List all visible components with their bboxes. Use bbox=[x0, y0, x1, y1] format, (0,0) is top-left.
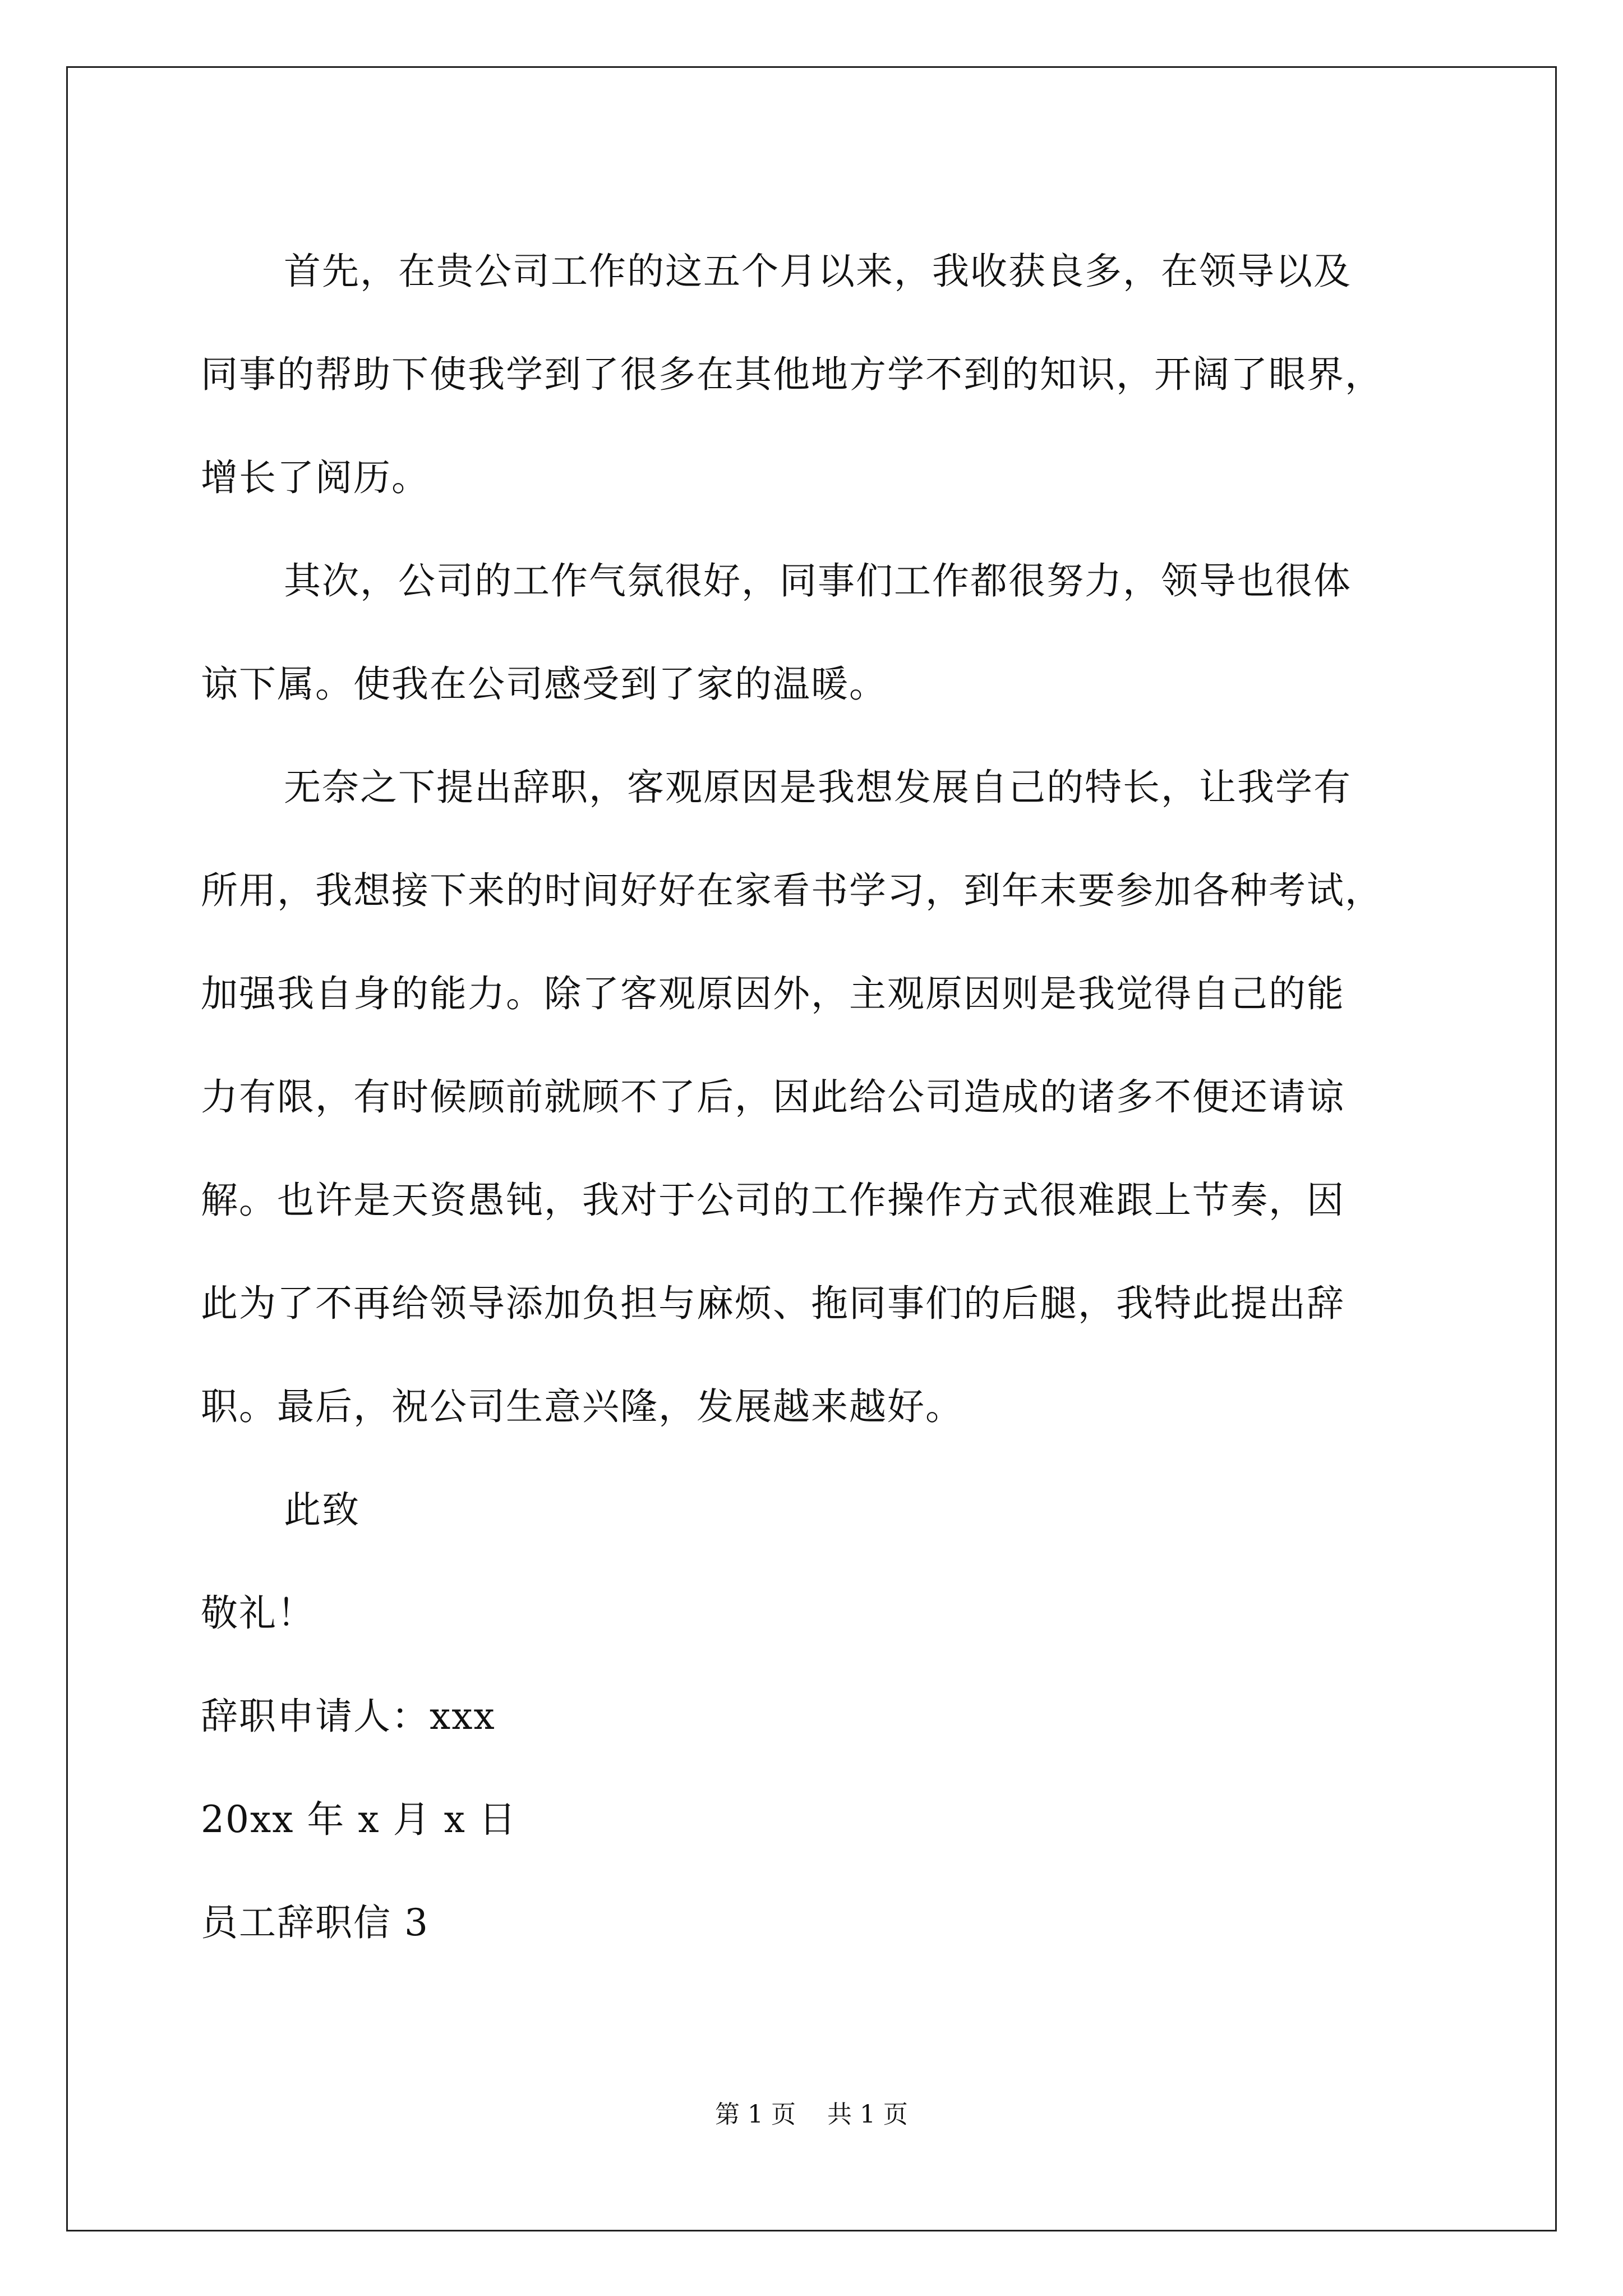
salutation-text: 敬礼！ bbox=[201, 1591, 315, 1635]
text-line: 解。也许是天资愚钝，我对于公司的工作操作方式很难跟上节奏，因 bbox=[201, 1179, 1345, 1222]
page-footer: 第 1 页 共 1 页 bbox=[715, 2100, 908, 2129]
letter-body bbox=[201, 220, 1435, 1975]
date-line: 20xx 年 x 月 x 日 bbox=[201, 1798, 517, 1841]
text-line: 其次，公司的工作气氛很好，同事们工作都很努力，领导也很体 bbox=[284, 559, 1352, 602]
text-line: 职。最后，祝公司生意兴隆，发展越来越好。 bbox=[201, 1385, 963, 1428]
text-line: 首先，在贵公司工作的这五个月以来，我收获良多，在领导以及 bbox=[284, 250, 1352, 293]
text-line: 力有限，有时候顾前就顾不了后，因此给公司造成的诸多不便还请谅 bbox=[201, 1075, 1345, 1119]
text-line: 谅下属。使我在公司感受到了家的温暖。 bbox=[201, 662, 887, 706]
text-line: 所用，我想接下来的时间好好在家看书学习，到年末要参加各种考试， bbox=[201, 869, 1383, 912]
text-line: 增长了阅历。 bbox=[201, 456, 430, 499]
paragraph-3 bbox=[201, 736, 1435, 1458]
text-line: 无奈之下提出辞职，客观原因是我想发展自己的特长，让我学有 bbox=[284, 766, 1352, 809]
text-line: 此为了不再给领导添加负担与麻烦、拖同事们的后腿，我特此提出辞 bbox=[201, 1282, 1345, 1325]
closing-text: 此致 bbox=[284, 1488, 360, 1531]
paragraph-1 bbox=[201, 220, 1435, 530]
paragraph-2 bbox=[201, 530, 1435, 736]
text-line: 加强我自身的能力。除了客观原因外，主观原因则是我觉得自己的能 bbox=[201, 972, 1345, 1015]
signature-line: 辞职申请人：xxx bbox=[201, 1695, 496, 1738]
next-section-title: 员工辞职信 3 bbox=[201, 1901, 429, 1944]
text-line: 同事的帮助下使我学到了很多在其他地方学不到的知识，开阔了眼界， bbox=[201, 353, 1383, 396]
